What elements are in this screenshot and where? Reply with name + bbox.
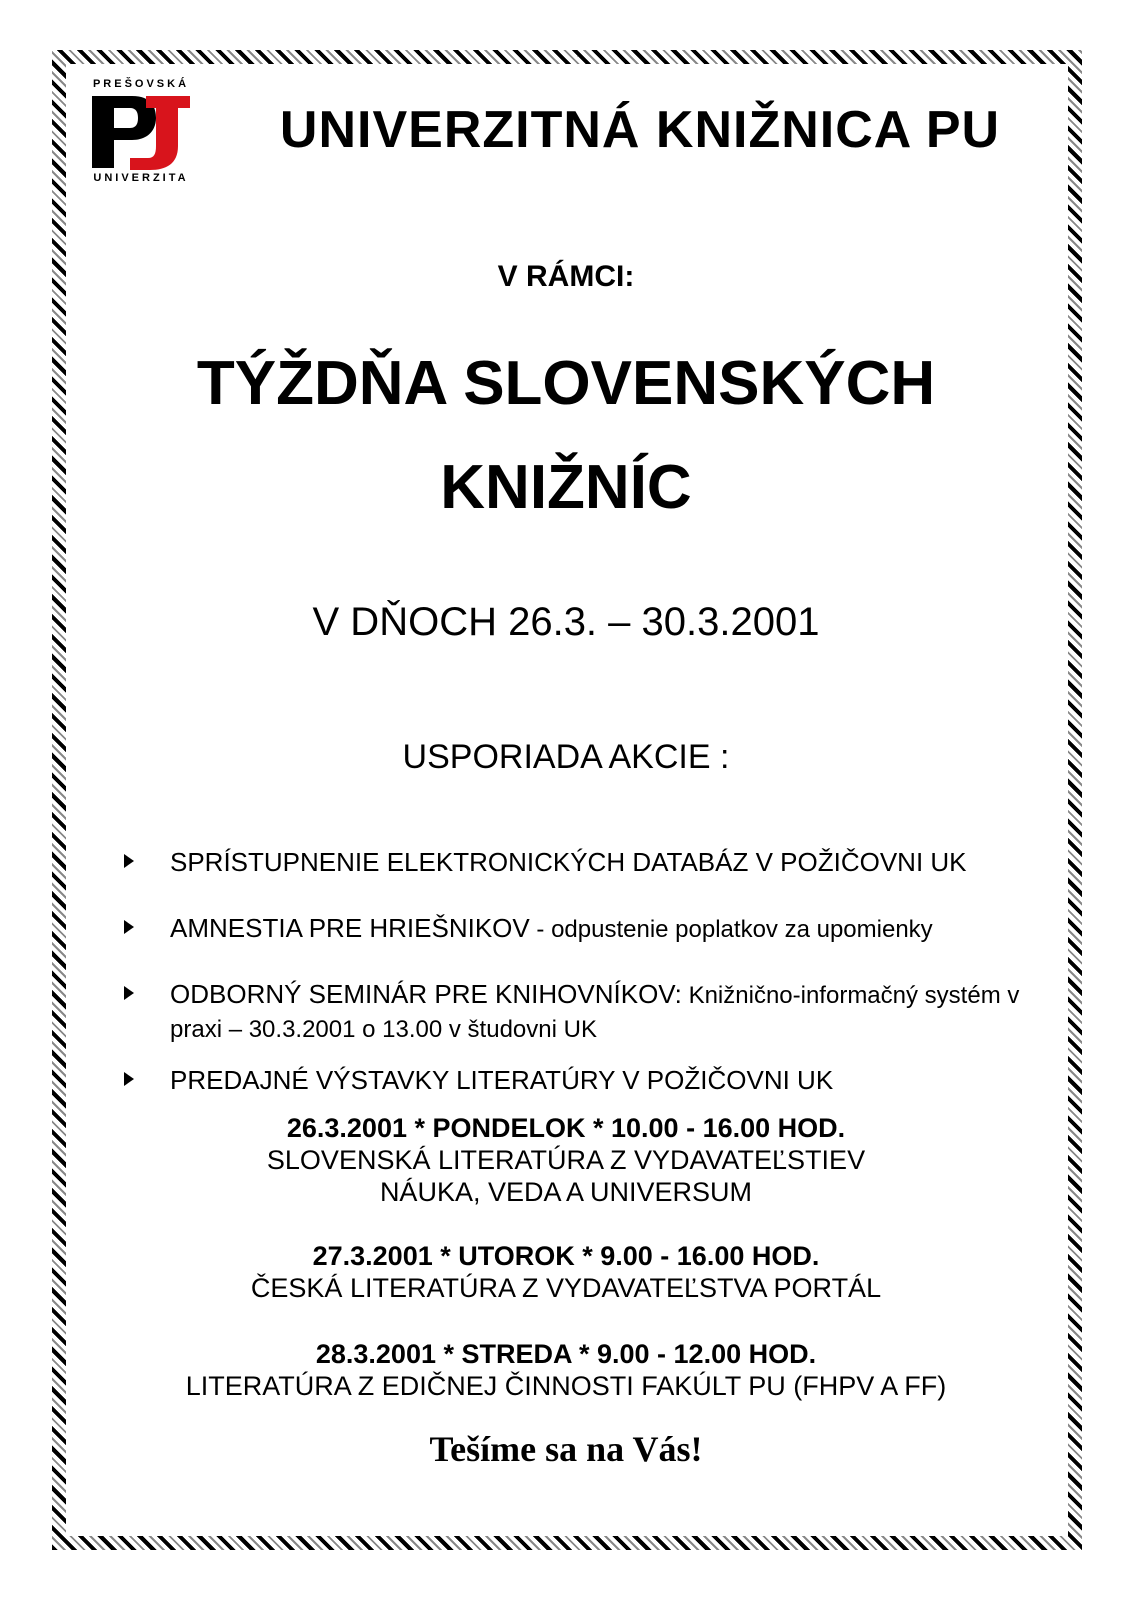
event-dates: V DŇOCH 26.3. – 30.3.2001 [312, 600, 820, 644]
schedule-day [60, 1338, 1072, 1402]
bullet-main: AMNESTIA PRE HRIEŠNIKOV [170, 913, 530, 943]
schedule-date: 27.3.2001 * UTOROK * 9.00 - 16.00 HOD. [312, 1241, 820, 1271]
bullet-main: ODBORNÝ SEMINÁR PRE KNIHOVNÍKOV: [170, 979, 682, 1009]
bullet-arrow-icon [124, 920, 134, 934]
schedule-line: NÁUKA, VEDA A UNIVERSUM [379, 1177, 753, 1207]
closing-line: Tešíme sa na Vás! [429, 1429, 703, 1469]
bullet-detail: - odpustenie poplatkov za upomienky [529, 916, 933, 943]
logo-top-text: PREŠOVSKÁ [92, 78, 190, 90]
logo-bottom-text: UNIVERZITA [93, 172, 189, 184]
schedule-date: 28.3.2001 * STREDA * 9.00 - 12.00 HOD. [315, 1339, 817, 1369]
bullet-arrow-icon [124, 1072, 134, 1086]
event-title-line2: KNIŽNÍC [440, 453, 692, 522]
schedule-line: LITERATÚRA Z EDIČNEJ ČINNOSTI FAKÚLT PU (FHPV A FF) [185, 1371, 947, 1401]
library-title: UNIVERZITNÁ KNIŽNICA PU [279, 101, 1001, 159]
bullet-main: SPRÍSTUPNENIE ELEKTRONICKÝCH DATABÁZ V POŽIČOVNI UK [170, 847, 967, 877]
bullet-detail: Knižnično-informačný systém v praxi – 30.3.2001 o 13.00 v študovni UK [170, 982, 1020, 1043]
bullet-main: PREDAJNÉ VÝSTAVKY LITERATÚRY V POŽIČOVNI UK [170, 1065, 834, 1095]
actions-heading: USPORIADA AKCIE : [402, 738, 730, 776]
pu-logo-mark-icon [86, 94, 196, 170]
event-title-line1: TÝŽDŇA SLOVENSKÝCH [196, 349, 936, 418]
schedule-day [60, 1240, 1072, 1304]
intro-label: V RÁMCI: [497, 260, 635, 293]
schedule-day [60, 1112, 1072, 1208]
schedule-line: SLOVENSKÁ LITERATÚRA Z VYDAVATEĽSTIEV [266, 1145, 866, 1175]
bullet-arrow-icon [124, 986, 134, 1000]
schedule-line: ČESKÁ LITERATÚRA Z VYDAVATEĽSTVA PORTÁL [250, 1273, 882, 1303]
bullet-arrow-icon [124, 854, 134, 868]
schedule-date: 26.3.2001 * PONDELOK * 10.00 - 16.00 HOD. [286, 1113, 846, 1143]
university-logo [80, 78, 202, 188]
